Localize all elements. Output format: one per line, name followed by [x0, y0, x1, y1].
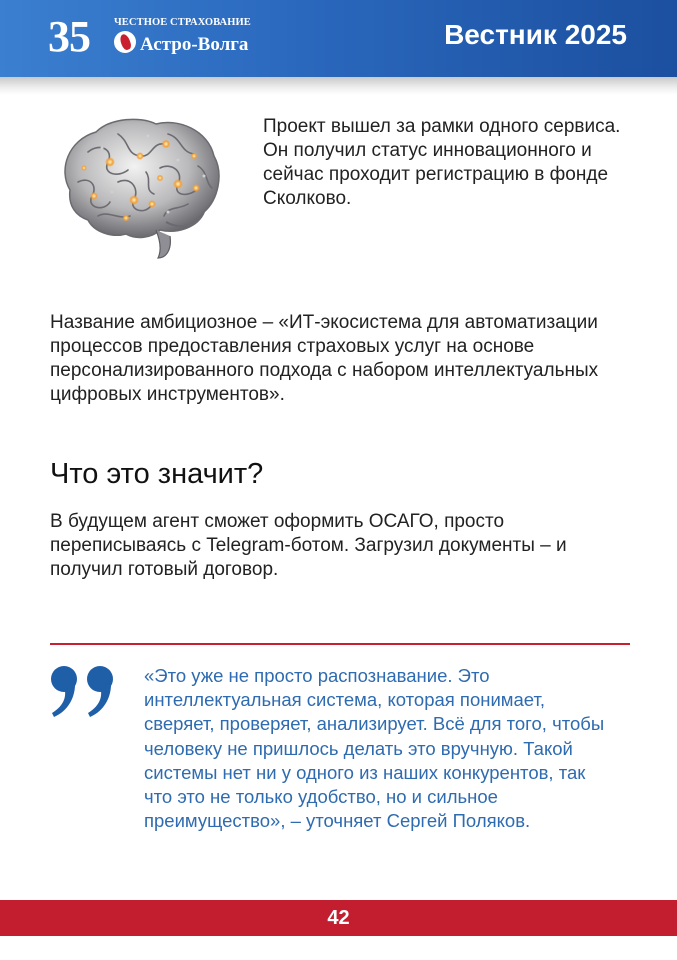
header-shadow: [0, 77, 677, 95]
header-bar: [0, 0, 677, 77]
section-heading: Что это значит?: [50, 458, 264, 490]
newsletter-title: Вестник 2025: [444, 19, 627, 50]
logo-anniversary-number: 35: [48, 12, 90, 61]
footer-bar: [0, 900, 677, 936]
quote-text: «Это уже не просто распознавание. Это интеллектуальная система, которая понимает, сверяет, проверяет, анализирует. Всё для того, чтобы человеку не пришлось делать это вручную. Такой системы нет ни у одного из наших конкурентов, так что это не только удобство, но и сильное преимущество», – уточняет Сергей Поляков.: [144, 665, 605, 832]
meaning-paragraph: В будущем агент сможет оформить ОСАГО, просто переписываясь с Telegram-ботом. Загрузил документы – и получил готовый договор.: [50, 511, 567, 580]
section-divider: [50, 643, 630, 645]
brain-circuit-illustration: [48, 112, 224, 262]
logo-tagline: ЧЕСТНОЕ СТРАХОВАНИЕ: [114, 17, 251, 28]
page-number: 42: [327, 907, 350, 929]
intro-paragraph: Проект вышел за рамки одного сервиса. Он получил статус инновационного и сейчас проходит регистрацию в фонде Сколково.: [263, 116, 621, 209]
company-logo: [48, 14, 278, 60]
quote-marks-icon: [48, 665, 118, 717]
logo-emblem-icon: [114, 31, 136, 53]
project-name-paragraph: Название амбициозное – «ИТ-экосистема для автоматизации процессов предоставления страховых услуг на основе персонализированного подхода с набором интеллектуальных цифровых инструментов».: [50, 312, 599, 405]
logo-company-name: Астро-Волга: [140, 34, 249, 55]
